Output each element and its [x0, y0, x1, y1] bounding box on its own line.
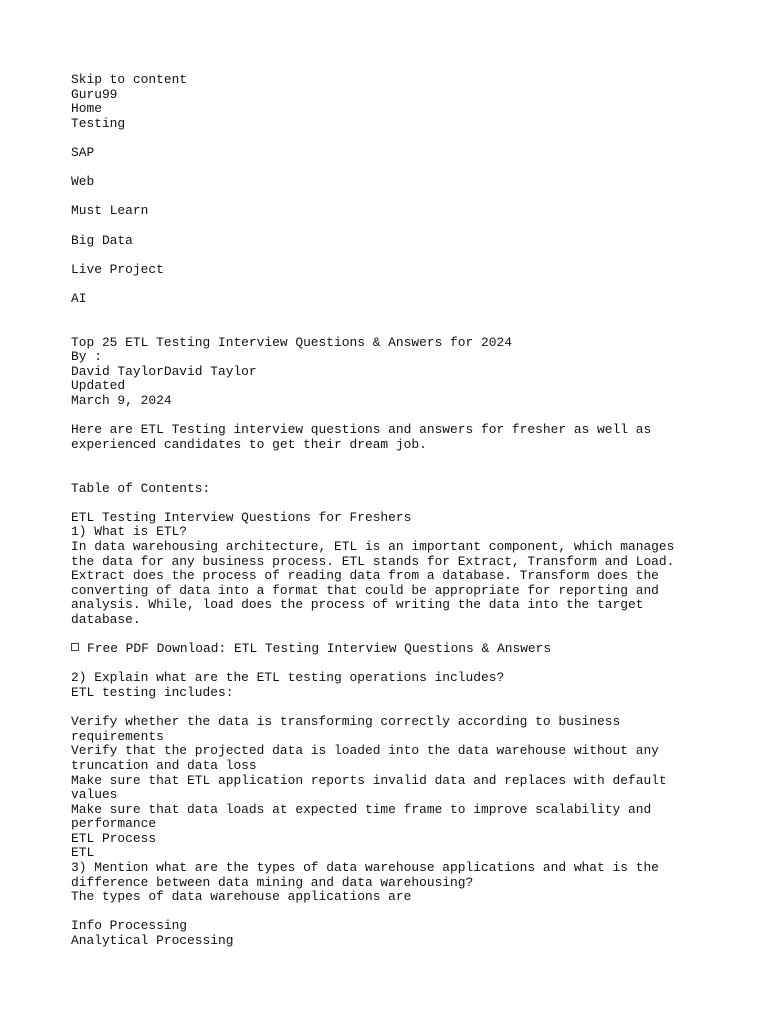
spacer [71, 701, 697, 716]
spacer [71, 190, 697, 205]
spacer [71, 467, 697, 482]
intro-paragraph: Here are ETL Testing interview questions and answers for fresher as well as experienced candidates to get their dream job. [71, 422, 652, 452]
answer-1: In data warehousing architecture, ETL is an important component, which manages the data for any business process. ETL stands for Extract, Transform and Load. Extract does the process of reading data from a database. Transform does the converting of data into a format that could be appropriate for reporting and analysis. While, load does the process of writing the data into the target database. [71, 539, 675, 627]
nav-sap[interactable]: SAP [71, 144, 95, 160]
list-item: Info Processing [71, 918, 188, 934]
spacer [71, 321, 697, 336]
spacer [71, 905, 697, 920]
answer-3-list [71, 919, 697, 948]
nav-big-data[interactable]: Big Data [71, 232, 133, 248]
spacer [71, 307, 697, 322]
pdf-icon [71, 643, 79, 651]
pdf-download-label: Free PDF Download: ETL Testing Interview Questions & Answers [87, 641, 552, 657]
list-item: Verify whether the data is transforming correctly according to business requirements [71, 714, 621, 744]
skip-to-content-link[interactable]: Skip to content [71, 72, 188, 87]
nav-testing[interactable]: Testing [71, 115, 126, 131]
article [71, 336, 697, 949]
spacer [71, 161, 697, 176]
updated-date: March 9, 2024 [71, 393, 172, 409]
nav-live-project[interactable]: Live Project [71, 261, 164, 277]
section-freshers-heading: ETL Testing Interview Questions for Freshers [71, 509, 412, 525]
toc-label[interactable]: Table of Contents: [71, 480, 211, 496]
spacer [71, 409, 697, 424]
nav-ai[interactable]: AI [71, 290, 87, 306]
nav-web[interactable]: Web [71, 174, 95, 190]
spacer [71, 131, 697, 146]
spacer [71, 657, 697, 672]
image-caption: ETL Process [71, 830, 157, 846]
brand-link[interactable]: Guru99 [71, 86, 118, 102]
spacer [71, 248, 697, 263]
spacer [71, 628, 697, 643]
question-3: 3) Mention what are the types of data warehouse applications and what is the difference between data mining and data warehousing? [71, 860, 659, 890]
question-1: 1) What is ETL? [71, 524, 188, 540]
spacer [71, 219, 697, 234]
answer-2-list [71, 715, 697, 832]
nav-must-learn[interactable]: Must Learn [71, 203, 149, 219]
list-item: Verify that the projected data is loaded into the data warehouse without any truncation and data loss [71, 743, 659, 773]
pdf-download-link[interactable] [71, 642, 697, 657]
list-item: Analytical Processing [71, 933, 234, 949]
answer-2-intro: ETL testing includes: [71, 684, 234, 700]
by-label: By : [71, 349, 102, 365]
spacer [71, 496, 697, 511]
article-title: Top 25 ETL Testing Interview Questions & Answers for 2024 [71, 334, 512, 350]
site-nav [71, 73, 697, 307]
list-item: Make sure that data loads at expected time frame to improve scalability and performance [71, 801, 652, 832]
question-2: 2) Explain what are the ETL testing operations includes? [71, 670, 505, 686]
author-link[interactable]: David TaylorDavid Taylor [71, 363, 257, 379]
spacer [71, 452, 697, 467]
image-alt-text: ETL [71, 845, 95, 861]
list-item: Make sure that ETL application reports invalid data and replaces with default values [71, 772, 667, 803]
nav-home[interactable]: Home [71, 101, 102, 117]
answer-3-intro: The types of data warehouse applications are [71, 889, 412, 905]
spacer [71, 277, 697, 292]
updated-label: Updated [71, 378, 126, 394]
